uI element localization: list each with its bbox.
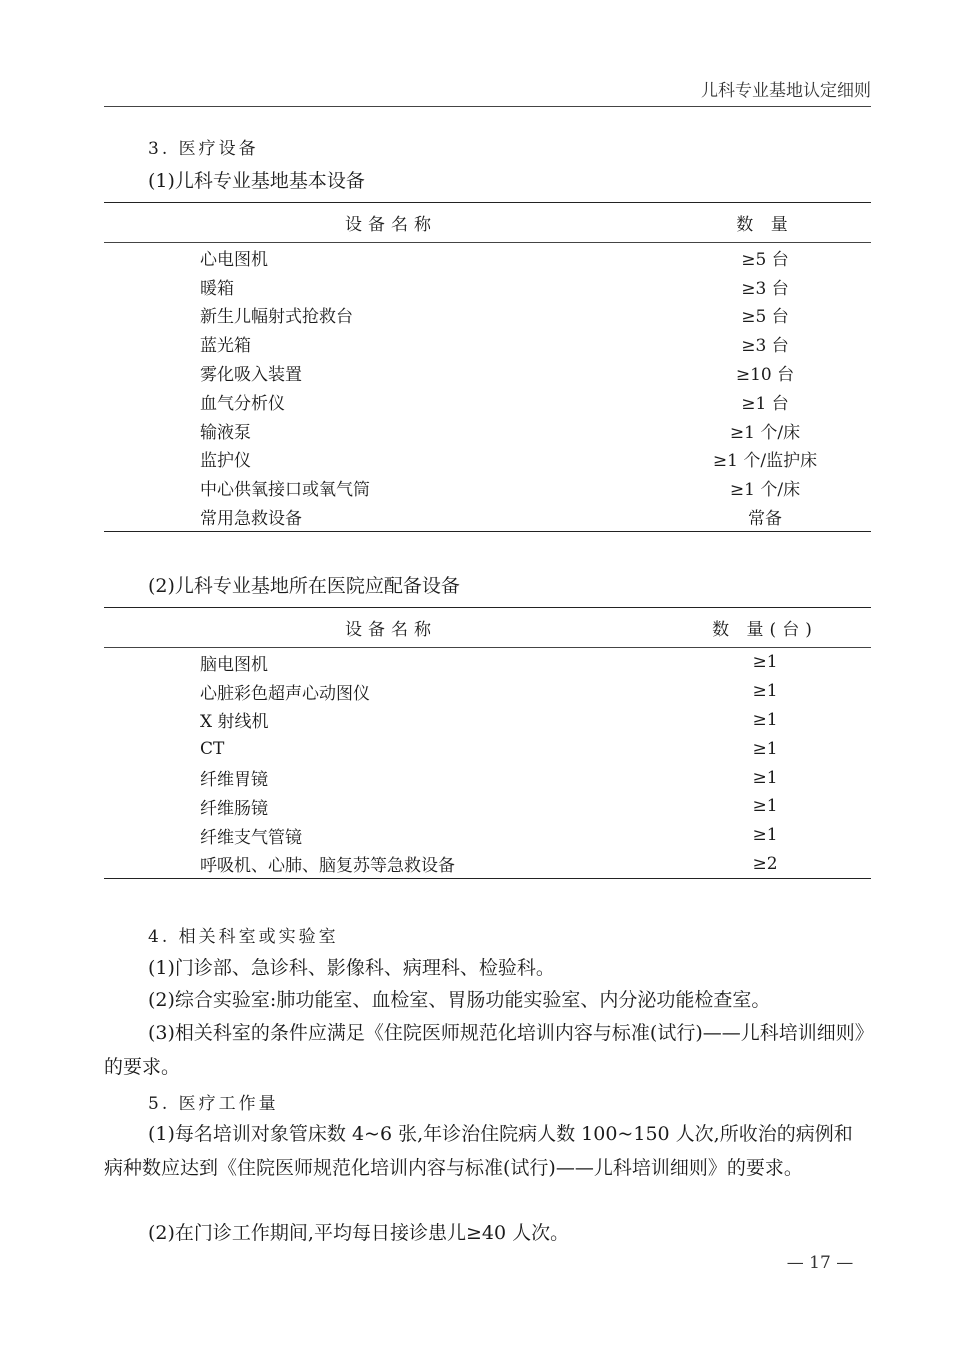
table-row [104, 387, 871, 416]
equipment-qty: ≥1 [752, 709, 778, 730]
equipment-qty: ≥1 台 [741, 393, 789, 414]
section-5-heading: 5. 医疗工作量 [148, 1094, 279, 1114]
equipment-qty: ≥5 台 [741, 249, 789, 270]
table-row [104, 358, 871, 387]
equipment-name: 蓝光箱 [200, 336, 251, 357]
table-row [104, 792, 871, 821]
equipment-qty: ≥10 台 [735, 365, 795, 386]
running-head: 儿科专业基地认定细则 [104, 76, 871, 107]
column-header-name: 设备名称 [104, 608, 659, 648]
equipment-qty: ≥3 台 [741, 336, 789, 357]
equipment-qty: ≥5 台 [741, 307, 789, 328]
hospital-equipment-table [104, 607, 871, 879]
equipment-name: X 射线机 [200, 712, 269, 733]
table-row [104, 502, 871, 531]
section-5-item: (1)每名培训对象管床数 4~6 张,年诊治住院病人数 100~150 人次,所收治的病例和病种数应达到《住院医师规范化培训内容与标准(试行)——儿科培训细则》的要求。 [104, 1123, 853, 1179]
column-header-qty: 数 量 [659, 203, 871, 243]
equipment-qty: ≥1 [752, 681, 778, 702]
equipment-name: CT [200, 738, 225, 759]
table-row [104, 243, 871, 272]
table-row [104, 677, 871, 706]
table-header-row [104, 203, 871, 243]
equipment-name: 雾化吸入装置 [200, 365, 302, 386]
equipment-name: 新生儿幅射式抢救台 [200, 307, 353, 328]
equipment-name: 暖箱 [200, 278, 234, 299]
section-4-item: (1)门诊部、急诊科、影像科、病理科、检验科。 [148, 957, 555, 979]
table-row [104, 648, 871, 677]
column-header-qty: 数 量(台) [659, 608, 871, 648]
equipment-name: 监护仪 [200, 451, 251, 472]
equipment-qty: ≥1 [752, 767, 778, 788]
equipment-qty: ≥1 个/床 [729, 422, 801, 443]
table-row [104, 850, 871, 879]
equipment-qty: ≥1 个/监护床 [712, 451, 818, 472]
equipment-name: 心脏彩色超声心动图仪 [200, 683, 370, 704]
basic-equipment-table [104, 202, 871, 532]
table-2-caption: (2)儿科专业基地所在医院应配备设备 [148, 575, 460, 597]
equipment-qty: ≥1 [752, 652, 778, 673]
equipment-qty: ≥1 [752, 796, 778, 817]
section-3-heading: 3. 医疗设备 [148, 139, 259, 159]
page-number: — 17 — [786, 1253, 854, 1273]
section-4-heading: 4. 相关科室或实验室 [148, 927, 339, 947]
equipment-qty: ≥3 台 [741, 278, 789, 299]
table-row [104, 706, 871, 735]
table-row [104, 272, 871, 301]
table-row [104, 445, 871, 474]
table-row [104, 416, 871, 445]
column-header-name: 设备名称 [104, 203, 659, 243]
equipment-qty: ≥2 [659, 850, 871, 879]
equipment-name: 纤维肠镜 [200, 798, 268, 819]
table-1-caption: (1)儿科专业基地基本设备 [148, 170, 365, 192]
equipment-name: 心电图机 [200, 249, 268, 270]
equipment-qty: ≥1 [752, 825, 778, 846]
equipment-name: 纤维支气管镜 [200, 827, 302, 848]
section-4-item: (2)综合实验室:肺功能室、血检室、胃肠功能实验室、内分泌功能检查室。 [148, 989, 771, 1011]
section-4-item: (3)相关科室的条件应满足《住院医师规范化培训内容与标准(试行)——儿科培训细则》的要求。 [104, 1022, 865, 1078]
equipment-name: 输液泵 [200, 422, 251, 443]
table-row [104, 473, 871, 502]
equipment-name: 脑电图机 [200, 654, 268, 675]
equipment-qty: ≥1 个/床 [729, 480, 801, 501]
table-row [104, 734, 871, 763]
table-header-row [104, 608, 871, 648]
equipment-name: 血气分析仪 [200, 393, 285, 414]
table-row [104, 301, 871, 330]
table-row [104, 329, 871, 358]
equipment-name: 中心供氧接口或氧气筒 [200, 480, 370, 501]
table-row [104, 763, 871, 792]
equipment-name: 常用急救设备 [104, 502, 659, 531]
equipment-name: 纤维胃镜 [200, 770, 268, 791]
table-row [104, 821, 871, 850]
section-5-item: (2)在门诊工作期间,平均每日接诊患儿≥40 人次。 [148, 1222, 570, 1244]
equipment-qty: 常备 [659, 502, 871, 531]
equipment-qty: ≥1 [752, 738, 778, 759]
equipment-name: 呼吸机、心肺、脑复苏等急救设备 [104, 850, 659, 879]
